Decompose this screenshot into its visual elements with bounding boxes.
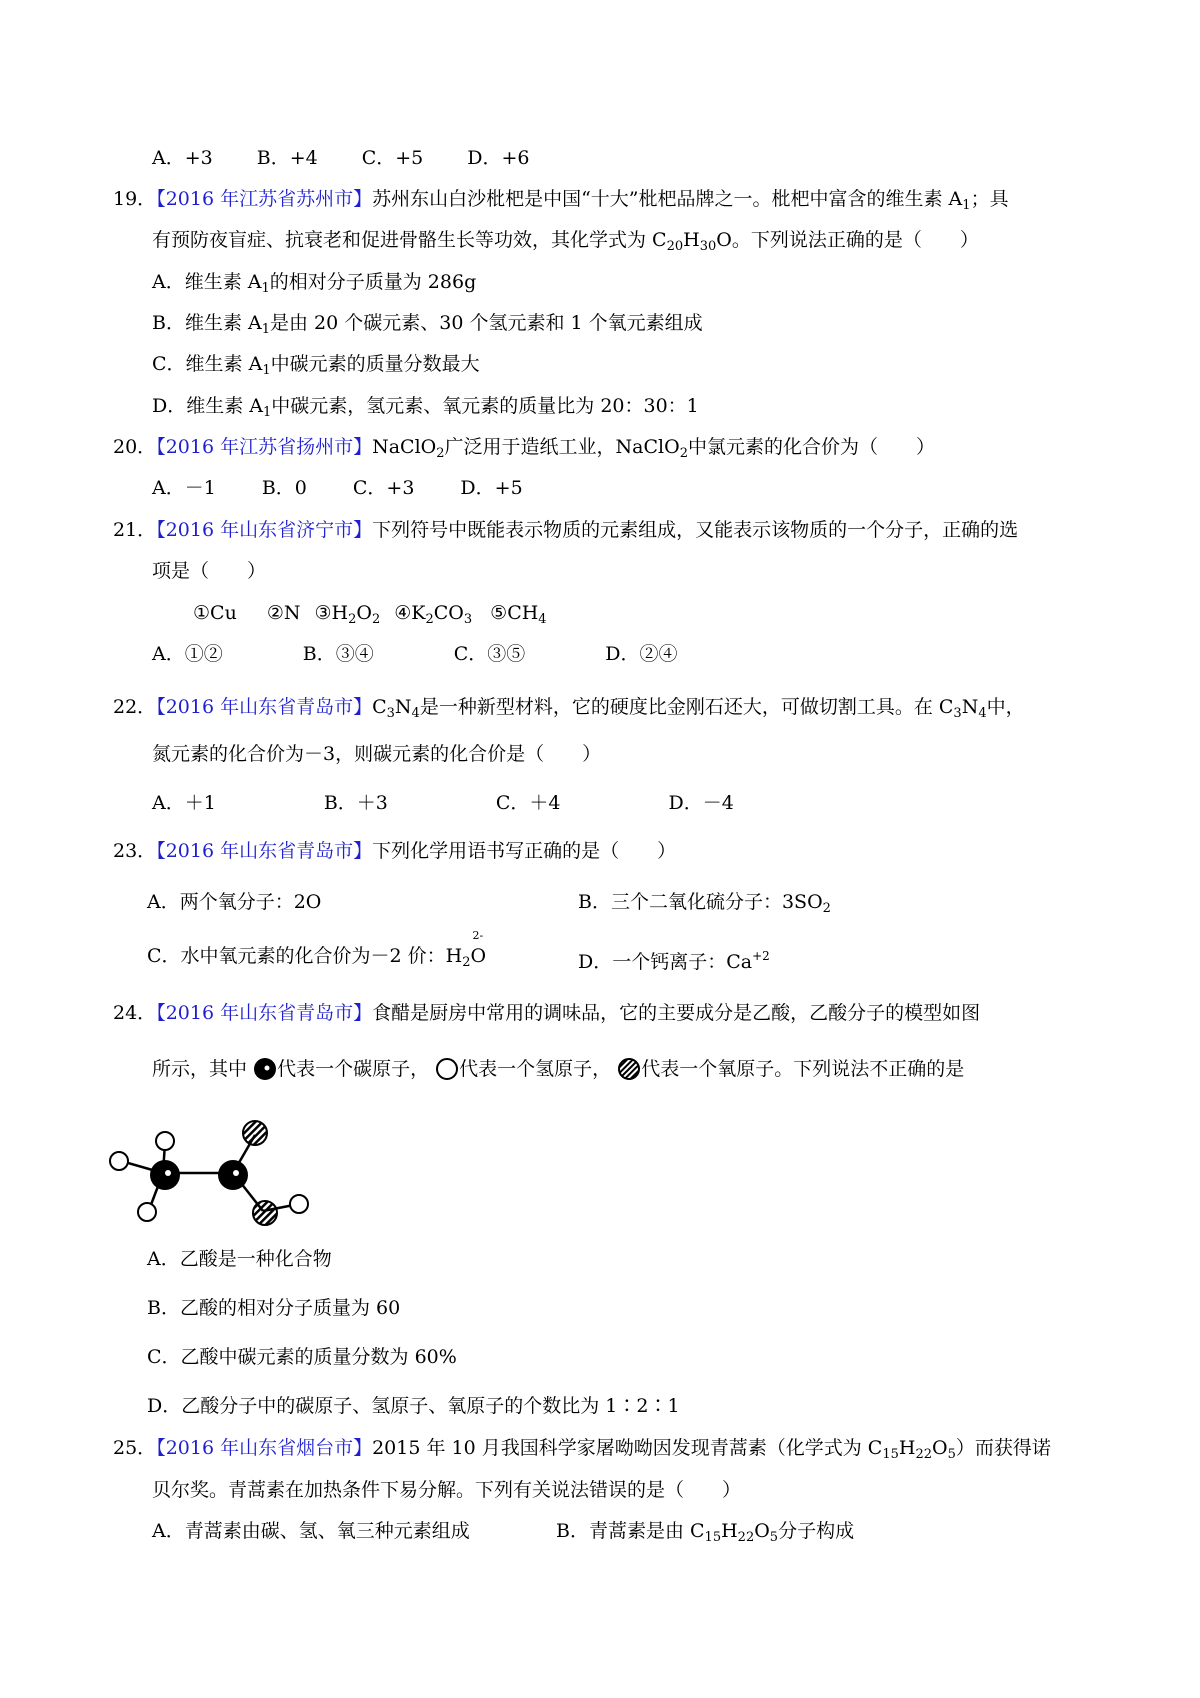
q19-stem-line2: 有预防夜盲症、抗衰老和促进骨骼生长等功效，其化学式为 $C_{20}H_{30}O$。下列说法正确的是（ ） — [152, 229, 979, 254]
q24-option-c: C．乙酸中碳元素的质量分数为 60% — [147, 1346, 457, 1368]
q24-stem-line1: 24．【2016 年山东省青岛市】食醋是厨房中常用的调味品，它的主要成分是乙酸，乙酸分子的模型如图 — [113, 1002, 981, 1024]
q23-stem: 23．【2016 年山东省青岛市】下列化学用语书写正确的是（ ） — [113, 840, 677, 862]
q21-stem-line2: 项是（ ） — [152, 560, 267, 582]
q25-option-b: B．青蒿素是由 $C_{15}H_{22}O_5$分子构成 — [556, 1520, 855, 1545]
oxygen-atom — [243, 1121, 267, 1145]
source-tag: 【2016 年山东省济宁市】 — [156, 519, 373, 541]
source-tag: 【2016 年江苏省扬州市】 — [156, 436, 373, 458]
oxygen-atom-icon — [617, 1057, 641, 1081]
q19-option-d: D．维生素 $A_1$中碳元素，氢元素、氧元素的质量比为 20：30：1 — [152, 395, 699, 420]
option-d: D．+6 — [467, 147, 530, 169]
acetic-acid-model-diagram — [105, 1115, 325, 1235]
question-number: 21． — [113, 519, 157, 541]
carbon-atom-icon — [253, 1057, 277, 1081]
q24-option-b: B．乙酸的相对分子质量为 60 — [147, 1297, 401, 1319]
q19-stem-line1: 19．【2016 年江苏省苏州市】苏州东山白沙枇杷是中国“十大”枇杷品牌之一。枇杷中富含的维生素 $A_1$；具 — [113, 188, 1009, 213]
q24-option-d: D．乙酸分子中的碳原子、氢原子、氧原子的个数比为 1∶2∶1 — [147, 1395, 680, 1417]
q19-option-c: C．维生素 $A_1$中碳元素的质量分数最大 — [152, 353, 480, 378]
question-number: 23． — [113, 840, 157, 862]
carbon-atom — [150, 1160, 180, 1190]
q22-stem-line1: 22．【2016 年山东省青岛市】$C_3N_4$是一种新型材料，它的硬度比金刚石还大，可做切割工具。在 $C_3N_4$中， — [113, 696, 1025, 721]
option-a: A．+3 — [152, 147, 213, 169]
q21-stem-line1: 21．【2016 年山东省济宁市】下列符号中既能表示物质的元素组成，又能表示该物质的一个分子，正确的选 — [113, 519, 1019, 541]
q22-options: A．＋1 B．＋3 C．＋4 D．－4 — [152, 792, 734, 814]
q25-option-a: A．青蒿素由碳、氢、氧三种元素组成 — [152, 1520, 470, 1542]
oxygen-atom — [253, 1201, 277, 1225]
q24-option-a: A．乙酸是一种化合物 — [147, 1248, 332, 1270]
q25-stem-line2: 贝尔奖。青蒿素在加热条件下易分解。下列有关说法错误的是（ ） — [152, 1479, 742, 1501]
option-b: B．+4 — [256, 147, 318, 169]
source-tag: 【2016 年山东省青岛市】 — [156, 840, 373, 862]
q20-stem: 20．【2016 年江苏省扬州市】NaClO$_2$广泛用于造纸工业，NaClO$_2$中氯元素的化合价为（ ） — [113, 436, 935, 461]
q18-options — [152, 146, 530, 170]
q21-options: A．①② B．③④ C．③⑤ D．②④ — [152, 643, 678, 665]
q20-options: A．－1 B．0 C．+3 D．+5 — [152, 477, 523, 499]
question-number: 24． — [113, 1002, 157, 1024]
q19-option-a: A．维生素 $A_1$的相对分子质量为 286g — [152, 271, 477, 296]
question-number: 20． — [113, 436, 157, 458]
q25-stem-line1: 25．【2016 年山东省烟台市】2015 年 10 月我国科学家屠呦呦因发现青蒿素（化学式为 $C_{15}H_{22}O_5$）而获得诺 — [113, 1437, 1051, 1462]
source-tag: 【2016 年江苏省苏州市】 — [156, 188, 373, 210]
option-c: C．+5 — [361, 147, 424, 169]
q23-option-d: D．一个钙离子：$Ca^{+2}$ — [578, 949, 770, 973]
carbon-atom — [218, 1160, 248, 1190]
hydrogen-atom — [290, 1195, 308, 1213]
source-tag: 【2016 年山东省烟台市】 — [156, 1437, 373, 1459]
q19-option-b: B．维生素 $A_1$是由 20 个碳元素、30 个氢元素和 1 个氧元素组成 — [152, 312, 703, 337]
q22-stem-line2: 氮元素的化合价为－3，则碳元素的化合价是（ ） — [152, 743, 602, 765]
question-number: 19． — [113, 188, 157, 210]
hydrogen-atom — [138, 1203, 156, 1221]
q23-option-a: A．两个氧分子：2O — [147, 891, 322, 913]
question-number: 25． — [113, 1437, 157, 1459]
q24-stem-line2: 所示，其中 代表一个碳原子， 代表一个氢原子， 代表一个氧原子。下列说法不正确的是 — [152, 1058, 965, 1080]
q21-symbols: ①Cu ②N $③H_2O_2$ $④K_2CO_3$ $⑤CH_4$ — [193, 602, 547, 627]
question-number: 22． — [113, 696, 157, 718]
hydrogen-atom — [110, 1152, 128, 1170]
hydrogen-atom — [156, 1132, 174, 1150]
source-tag: 【2016 年山东省青岛市】 — [156, 1002, 373, 1024]
q23-option-c: C．水中氧元素的化合价为－2 价：$H_2$ 2- O — [147, 929, 487, 970]
source-tag: 【2016 年山东省青岛市】 — [156, 696, 373, 718]
hydrogen-atom-icon — [435, 1057, 459, 1081]
q23-option-b: B．三个二氧化硫分子：$3SO_2$ — [578, 891, 831, 916]
